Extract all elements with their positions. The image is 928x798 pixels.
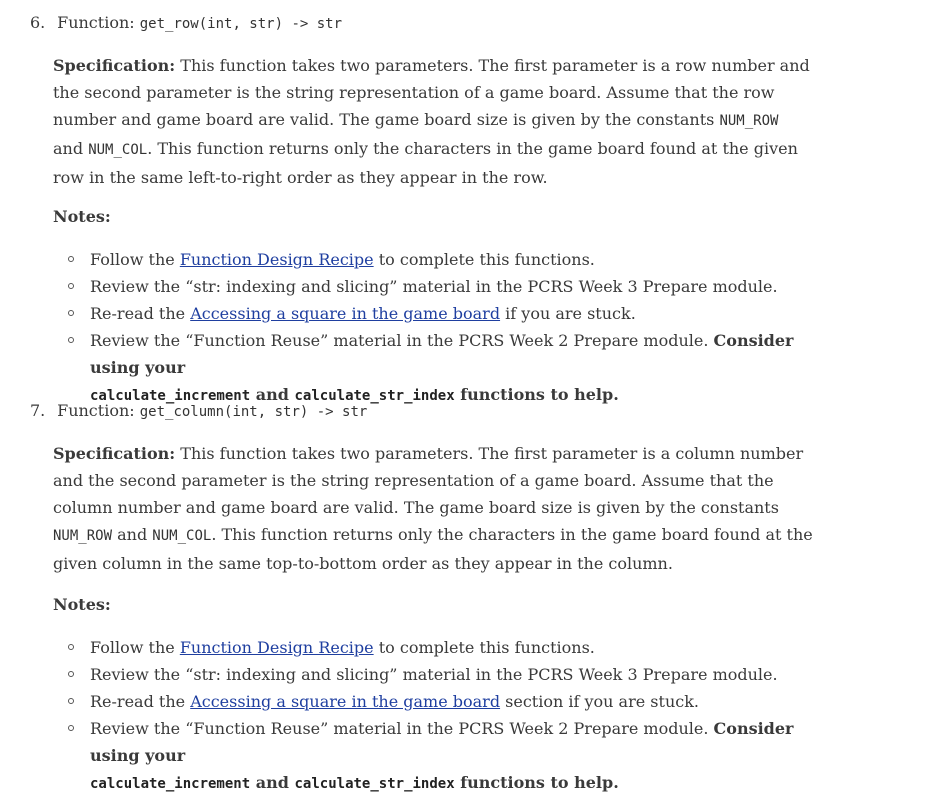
const-num-row: NUM_ROW [719, 113, 779, 129]
note-text: Follow the [90, 250, 175, 269]
and-text: and [117, 525, 148, 544]
note-text: Review the “Function Reuse” material in the PCRS Week 2 Prepare module. [90, 331, 709, 350]
code-calculate-increment: calculate_increment [90, 388, 251, 404]
emphasis-text: functions to help. [460, 385, 619, 404]
function-label: Function: [57, 13, 135, 32]
list-item [53, 661, 833, 688]
circle-bullet-icon [68, 671, 74, 677]
note-text: Follow the [90, 638, 175, 657]
specification-paragraph [53, 440, 813, 577]
const-num-row: NUM_ROW [53, 528, 113, 544]
list-item [53, 273, 833, 300]
circle-bullet-icon [68, 698, 74, 704]
function-heading [30, 9, 342, 36]
emphasis-text: functions to help. [460, 773, 619, 792]
note-text: to complete this functions. [378, 250, 595, 269]
list-item [53, 300, 833, 327]
accessing-square-link[interactable]: Accessing a square in the game board [190, 692, 501, 711]
item-number: 7. [30, 401, 46, 420]
code-calculate-str-index: calculate_str_index [294, 388, 455, 404]
emphasis-text: Consider using your [90, 719, 794, 765]
note-text: Review the “str: indexing and slicing” material in the PCRS Week 3 Prepare module. [90, 665, 778, 684]
note-text: Re-read the [90, 304, 186, 323]
note-text: to complete this functions. [378, 638, 595, 657]
code-calculate-increment: calculate_increment [90, 776, 251, 792]
circle-bullet-icon [68, 283, 74, 289]
circle-bullet-icon [68, 310, 74, 316]
notes-list [53, 634, 833, 798]
list-item [53, 715, 833, 798]
const-num-col: NUM_COL [152, 528, 212, 544]
circle-bullet-icon [68, 644, 74, 650]
spec-text: This function takes two parameters. The first parameter is a row number and the second parameter is the string representation of a game board. Assume that the row number and game board are valid. The game board size is given by the constants [53, 56, 810, 129]
code-calculate-str-index: calculate_str_index [294, 776, 455, 792]
spec-label: Specification: [53, 444, 176, 463]
notes-heading: Notes: [53, 207, 111, 226]
function-signature: get_row(int, str) -> str [139, 16, 343, 32]
item-number: 6. [30, 13, 46, 32]
const-num-col: NUM_COL [88, 142, 148, 158]
spec-text-end: . This function returns only the characters in the game board found at the given column in the same top-to-bottom order as they appear in the column. [53, 525, 813, 573]
circle-bullet-icon [68, 337, 74, 343]
circle-bullet-icon [68, 256, 74, 262]
function-signature: get_column(int, str) -> str [139, 404, 368, 420]
circle-bullet-icon [68, 725, 74, 731]
spec-text: This function takes two parameters. The first parameter is a column number and the second parameter is the string representation of a game board. Assume that the column number and game board are valid. The game board size is given by the constants [53, 444, 804, 517]
list-item [53, 688, 833, 715]
note-text: Review the “Function Reuse” material in the PCRS Week 2 Prepare module. [90, 719, 709, 738]
spec-label: Specification: [53, 56, 176, 75]
spec-text-end: . This function returns only the characters in the game board found at the given row in the same left-to-right order as they appear in the row. [53, 139, 798, 187]
note-text: Review the “str: indexing and slicing” material in the PCRS Week 3 Prepare module. [90, 277, 778, 296]
function-heading [30, 397, 367, 424]
note-text: Re-read the [90, 692, 186, 711]
accessing-square-link[interactable]: Accessing a square in the game board [190, 304, 501, 323]
notes-list [53, 246, 833, 410]
function-design-recipe-link[interactable]: Function Design Recipe [179, 638, 374, 657]
notes-heading: Notes: [53, 595, 111, 614]
note-text: section if you are stuck. [505, 692, 699, 711]
list-item [53, 246, 833, 273]
emphasis-text: and [255, 773, 289, 792]
specification-paragraph [53, 52, 813, 191]
note-text: if you are stuck. [505, 304, 636, 323]
emphasis-text: Consider using your [90, 331, 794, 377]
function-label: Function: [57, 401, 135, 420]
list-item [53, 634, 833, 661]
function-design-recipe-link[interactable]: Function Design Recipe [179, 250, 374, 269]
emphasis-text: and [255, 385, 289, 404]
and-text: and [53, 139, 84, 158]
